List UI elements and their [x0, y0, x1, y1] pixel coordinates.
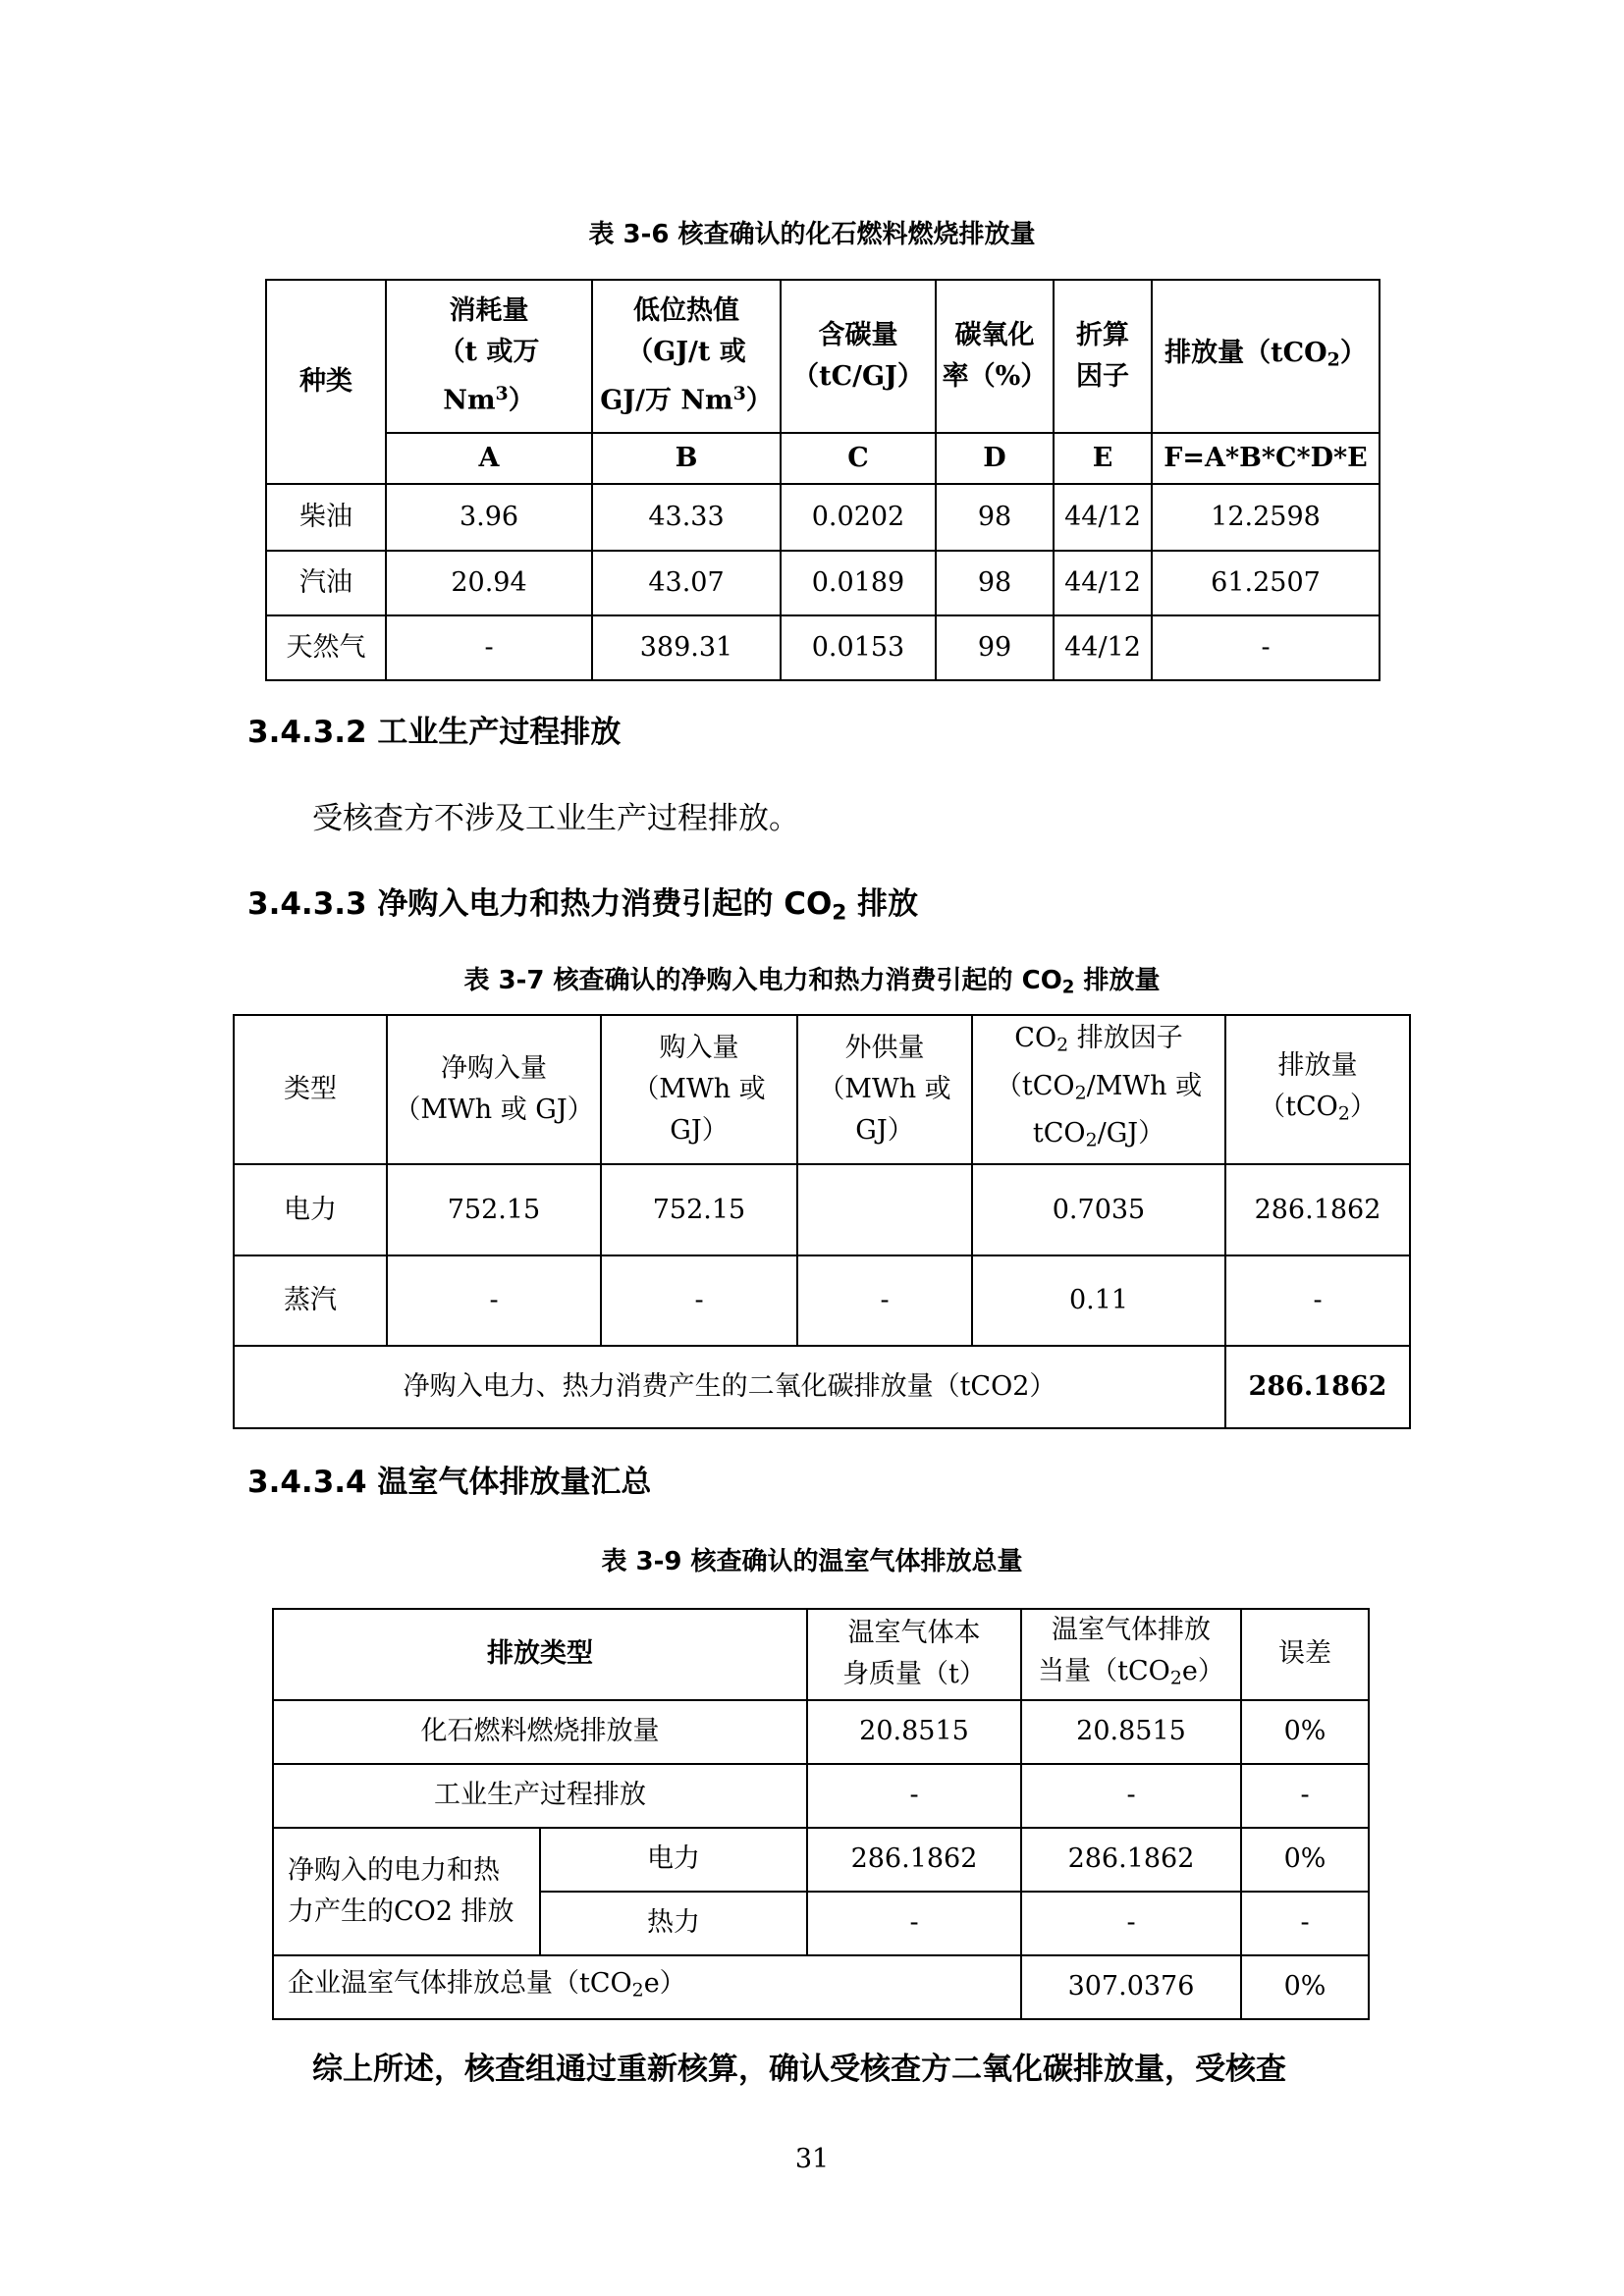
cell: - — [1225, 1255, 1410, 1346]
table-total-row — [273, 1955, 1369, 2019]
total-value: 307.0376 — [1021, 1955, 1241, 2019]
table-row — [273, 1700, 1369, 1764]
net-purchase-group-label: 净购入的电力和热 力产生的CO2 排放 — [273, 1828, 540, 1955]
table-3-6 — [265, 279, 1380, 681]
table-3-9-caption: 表 3-9 核查确认的温室气体排放总量 — [601, 1547, 1023, 1576]
cell: - — [1241, 1764, 1369, 1828]
section-heading-3432: 3.4.3.2 工业生产过程排放 — [247, 715, 622, 750]
cell: 752.15 — [601, 1164, 797, 1255]
cell: 61.2507 — [1152, 551, 1380, 615]
header-net-purchase: 净购入量 （MWh 或 GJ） — [387, 1015, 601, 1164]
section-heading-3433: 3.4.3.3 净购入电力和热力消费引起的 $CO_2$ 排放 — [247, 886, 919, 926]
cell: 12.2598 — [1152, 484, 1380, 551]
table-row — [273, 1828, 1369, 1892]
header-ncv: 低位热值 （GJ/t 或 GJ/万 Nm$^3$） — [592, 280, 781, 433]
cell: 98 — [936, 551, 1054, 615]
cell: 3.96 — [386, 484, 592, 551]
cell: 286.1862 — [1021, 1828, 1241, 1892]
cell: 43.07 — [592, 551, 781, 615]
header-gas-mass: 温室气体本 身质量（t） — [807, 1609, 1021, 1700]
cell: 电力 — [234, 1164, 387, 1255]
table-row — [234, 1255, 1410, 1346]
letter-f-formula: F=A*B*C*D*E — [1152, 433, 1380, 484]
cell: 柴油 — [266, 484, 386, 551]
table-row — [266, 484, 1380, 551]
cell: - — [807, 1764, 1021, 1828]
cell: - — [807, 1892, 1021, 1955]
cell: 0.0153 — [781, 615, 936, 680]
section-heading-3434: 3.4.3.4 温室气体排放量汇总 — [247, 1465, 652, 1500]
table-row — [266, 615, 1380, 680]
cell: 44/12 — [1054, 484, 1152, 551]
header-factor: 折算 因子 — [1054, 280, 1152, 433]
cell: - — [601, 1255, 797, 1346]
cell: 0% — [1241, 1828, 1369, 1892]
cell: - — [1241, 1892, 1369, 1955]
header-error: 误差 — [1241, 1609, 1369, 1700]
cell: - — [386, 615, 592, 680]
cell: 286.1862 — [807, 1828, 1021, 1892]
table-3-6-caption: 表 3-6 核查确认的化石燃料燃烧排放量 — [588, 220, 1036, 249]
header-supply: 外供量 （MWh 或 GJ） — [797, 1015, 972, 1164]
letter-a: A — [386, 433, 592, 484]
cell: - — [387, 1255, 601, 1346]
header-purchase: 购入量 （MWh 或 GJ） — [601, 1015, 797, 1164]
table-3-7 — [233, 1014, 1411, 1429]
cell: 蒸汽 — [234, 1255, 387, 1346]
cell: 44/12 — [1054, 615, 1152, 680]
header-oxidation: 碳氧化 率（%） — [936, 280, 1054, 433]
total-value: 286.1862 — [1225, 1346, 1410, 1428]
section-3432-paragraph: 受核查方不涉及工业生产过程排放。 — [312, 801, 799, 836]
cell: 化石燃料燃烧排放量 — [273, 1700, 807, 1764]
letter-b: B — [592, 433, 781, 484]
cell: 286.1862 — [1225, 1164, 1410, 1255]
table-3-7-caption: 表 3-7 核查确认的净购入电力和热力消费引起的 $CO_2$ 排放量 — [463, 966, 1161, 998]
cell: 电力 — [540, 1828, 807, 1892]
total-label: 净购入电力、热力消费产生的二氧化碳排放量（tCO2） — [234, 1346, 1225, 1428]
total-label: 企业温室气体排放总量（tCO$_2$e） — [273, 1955, 1021, 2019]
letter-e: E — [1054, 433, 1152, 484]
cell: 0% — [1241, 1700, 1369, 1764]
cell: 98 — [936, 484, 1054, 551]
cell: - — [1152, 615, 1380, 680]
cell: - — [1021, 1764, 1241, 1828]
total-error: 0% — [1241, 1955, 1369, 2019]
table-total-row — [234, 1346, 1410, 1428]
table-row — [234, 1164, 1410, 1255]
header-emission: 排放量（tCO$_2$） — [1152, 280, 1380, 433]
letter-c: C — [781, 433, 936, 484]
table-3-9 — [272, 1608, 1370, 2020]
cell: 热力 — [540, 1892, 807, 1955]
header-type: 类型 — [234, 1015, 387, 1164]
cell: - — [797, 1255, 972, 1346]
cell: 20.8515 — [807, 1700, 1021, 1764]
cell: - — [1021, 1892, 1241, 1955]
conclusion-paragraph: 综上所述，核查组通过重新核算，确认受核查方二氧化碳排放量，受核查 — [312, 2052, 1286, 2087]
table-row — [266, 551, 1380, 615]
cell: 汽油 — [266, 551, 386, 615]
cell: 389.31 — [592, 615, 781, 680]
header-emission-type: 排放类型 — [273, 1609, 807, 1700]
header-emission-factor: $CO_2$ 排放因子 （tCO$_2$/MWh 或 tCO$_2$/GJ） — [972, 1015, 1225, 1164]
letter-d: D — [936, 433, 1054, 484]
cell — [797, 1164, 972, 1255]
header-consumption: 消耗量 （t 或万 Nm$^3$） — [386, 280, 592, 433]
cell: 44/12 — [1054, 551, 1152, 615]
cell: 20.8515 — [1021, 1700, 1241, 1764]
cell: 0.11 — [972, 1255, 1225, 1346]
cell: 天然气 — [266, 615, 386, 680]
header-kind: 种类 — [266, 280, 386, 484]
header-carbon: 含碳量 （tC/GJ） — [781, 280, 936, 433]
cell: 20.94 — [386, 551, 592, 615]
page-number: 31 — [794, 2144, 830, 2174]
cell: 752.15 — [387, 1164, 601, 1255]
cell: 工业生产过程排放 — [273, 1764, 807, 1828]
cell: 0.0202 — [781, 484, 936, 551]
cell: 0.7035 — [972, 1164, 1225, 1255]
header-gas-equivalent: 温室气体排放 当量（tCO$_2$e） — [1021, 1609, 1241, 1700]
table-row — [273, 1764, 1369, 1828]
header-emission: 排放量 （tCO$_2$） — [1225, 1015, 1410, 1164]
cell: 43.33 — [592, 484, 781, 551]
cell: 99 — [936, 615, 1054, 680]
cell: 0.0189 — [781, 551, 936, 615]
